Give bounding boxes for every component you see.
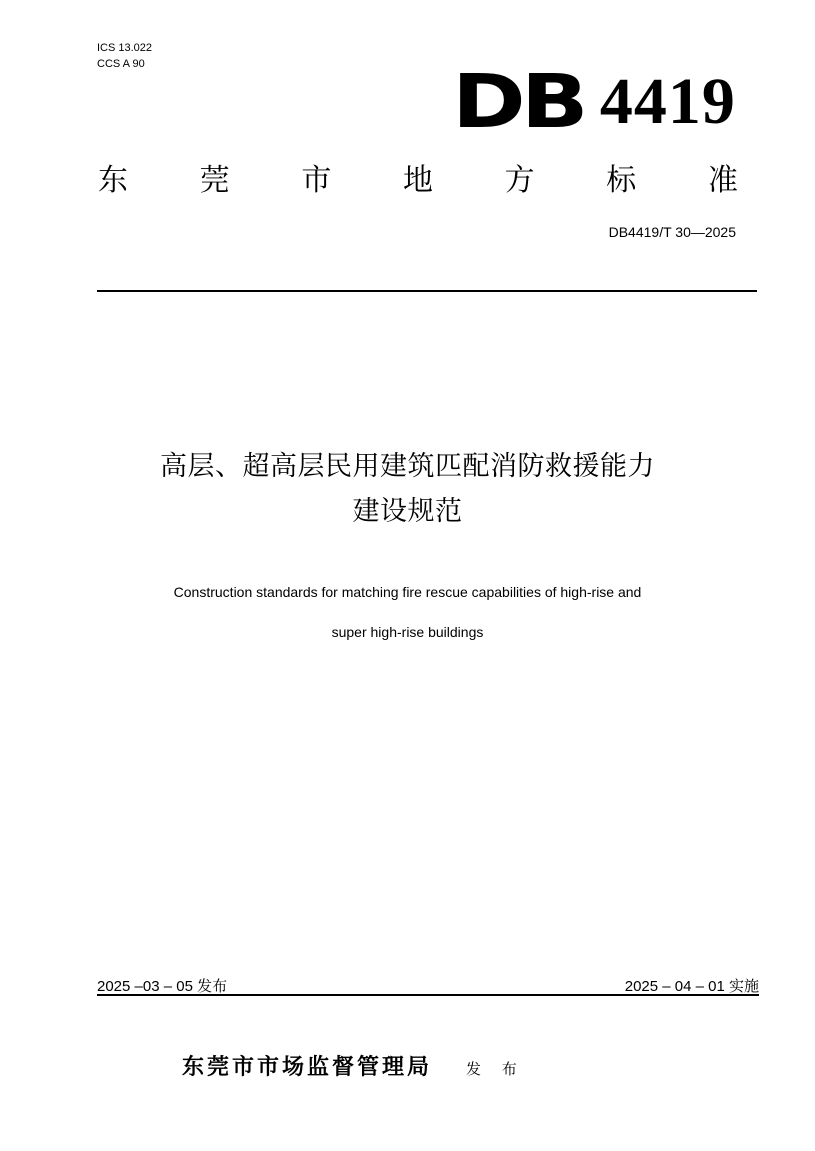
standard-type-char: 标	[606, 163, 637, 198]
title-english-line-2: super high-rise buildings	[331, 624, 484, 640]
standard-type-char: 准	[707, 163, 738, 198]
implementation-date: 2025 – 04 – 01 实施	[624, 978, 759, 995]
publish-date: 2025 –03 – 05 发布	[97, 978, 228, 995]
bottom-divider	[97, 994, 759, 996]
standard-type-heading	[98, 160, 738, 202]
issuing-authority: 东莞市市场监督管理局	[182, 1055, 433, 1080]
date-row	[97, 975, 759, 995]
ics-code: ICS 13.022	[97, 42, 153, 54]
standard-type-char: 市	[301, 163, 332, 198]
top-divider	[97, 290, 757, 292]
title-chinese-line-2: 建设规范	[352, 496, 463, 527]
title-chinese	[0, 444, 815, 534]
db-logo-number: 4419	[599, 65, 736, 138]
issuer-row	[182, 1050, 525, 1081]
db-logo-prefix: DB	[452, 59, 584, 145]
issue-label: 发 布	[466, 1060, 525, 1078]
standard-code: DB4419/T 30—2025	[608, 224, 736, 240]
title-chinese-line-1: 高层、超高层民用建筑匹配消防救援能力	[160, 451, 655, 482]
db-logo	[452, 59, 736, 145]
standard-type-char: 东	[98, 163, 128, 198]
standard-type-char: 方	[504, 163, 535, 198]
classification-block	[97, 40, 152, 72]
standard-type-char: 莞	[199, 163, 230, 198]
ccs-code: CCS A 90	[97, 58, 145, 70]
standard-type-char: 地	[402, 163, 433, 198]
title-english-line-1: Construction standards for matching fire rescue capabilities of high-rise and	[173, 584, 642, 600]
title-english	[0, 572, 815, 652]
